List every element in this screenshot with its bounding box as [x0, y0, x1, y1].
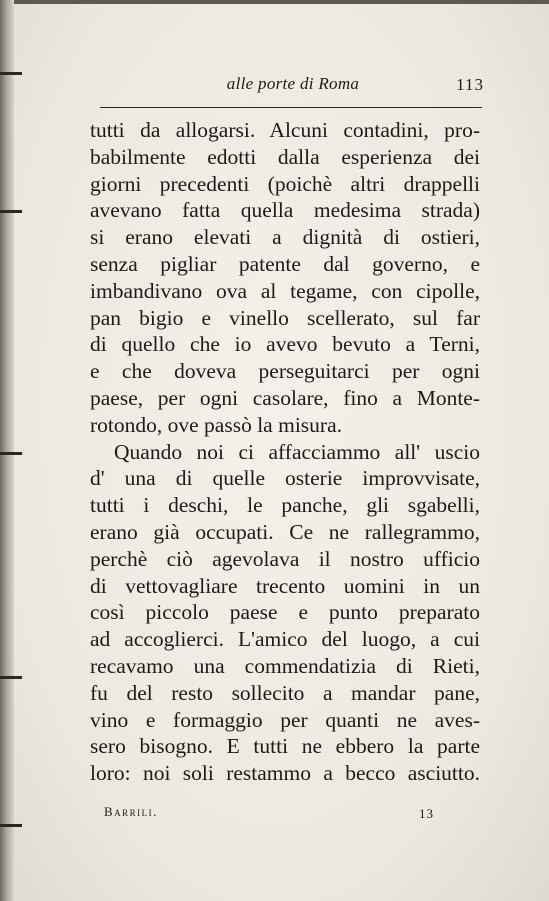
- text-line: erano già occupati. Ce ne rallegrammo,: [90, 519, 480, 544]
- body-text: [90, 117, 480, 787]
- text-line: giorni precedenti (poichè altri drappelli: [90, 171, 480, 196]
- text-line: senza pigliar patente dal governo, e: [90, 251, 480, 276]
- signature-mark: 13: [419, 806, 434, 821]
- text-line: avevano fatta quella medesima strada): [90, 198, 480, 223]
- text-line: sero bisogno. E tutti ne ebbero la parte: [90, 734, 480, 759]
- text-line: imbandivano ova al tegame, con cipolle,: [90, 278, 480, 303]
- text-line: così piccolo paese e punto preparato: [90, 600, 480, 625]
- text-line: babilmente edotti dalla esperienza dei: [90, 144, 480, 169]
- text-line: di vettovagliare trecento uomini in un: [90, 573, 480, 598]
- binding-mark: [0, 676, 22, 679]
- text-line: perchè ciò agevolava il nostro ufficio: [90, 546, 480, 571]
- running-title: alle porte di Roma: [226, 74, 360, 93]
- header-rule: [100, 107, 482, 108]
- text-line: di quello che io avevo bevuto a Terni,: [90, 332, 480, 357]
- text-line: tutti i deschi, le panche, gli sgabelli,: [90, 493, 480, 518]
- text-line: pan bigio e vinello scellerato, sul far: [90, 305, 480, 330]
- text-line: ad accoglierci. L'amico del luogo, a cui: [90, 627, 480, 652]
- text-line: Quando noi ci affacciammo all' uscio: [114, 439, 480, 464]
- text-line: e che doveva perseguitarci per ogni: [90, 359, 480, 384]
- page-footer: [104, 804, 434, 828]
- printer-signature: Barrili.: [104, 804, 158, 819]
- binding-mark: [0, 210, 22, 213]
- page-number: 113: [456, 75, 484, 94]
- text-line: paese, per ogni casolare, fino a Monte-: [90, 385, 480, 410]
- binding-mark: [0, 72, 22, 75]
- text-line: recavamo una commendatizia di Rieti,: [90, 653, 480, 678]
- text-line: rotondo, ove passò la misura.: [90, 412, 342, 437]
- page-top-edge: [0, 0, 549, 4]
- text-line: si erano elevati a dignità di ostieri,: [90, 225, 480, 250]
- page-binding-edge: [0, 0, 14, 901]
- binding-mark: [0, 452, 22, 455]
- text-line: d' una di quelle osterie improvvisate,: [90, 466, 480, 491]
- text-line: loro: noi soli restammo a becco asciutto.: [90, 761, 480, 786]
- text-line: tutti da allogarsi. Alcuni contadini, pro-: [90, 118, 480, 142]
- page-header: [100, 74, 486, 100]
- text-line: vino e formaggio per quanti ne aves-: [90, 707, 480, 732]
- binding-mark: [0, 824, 22, 827]
- text-line: fu del resto sollecito a mandar pane,: [90, 680, 480, 705]
